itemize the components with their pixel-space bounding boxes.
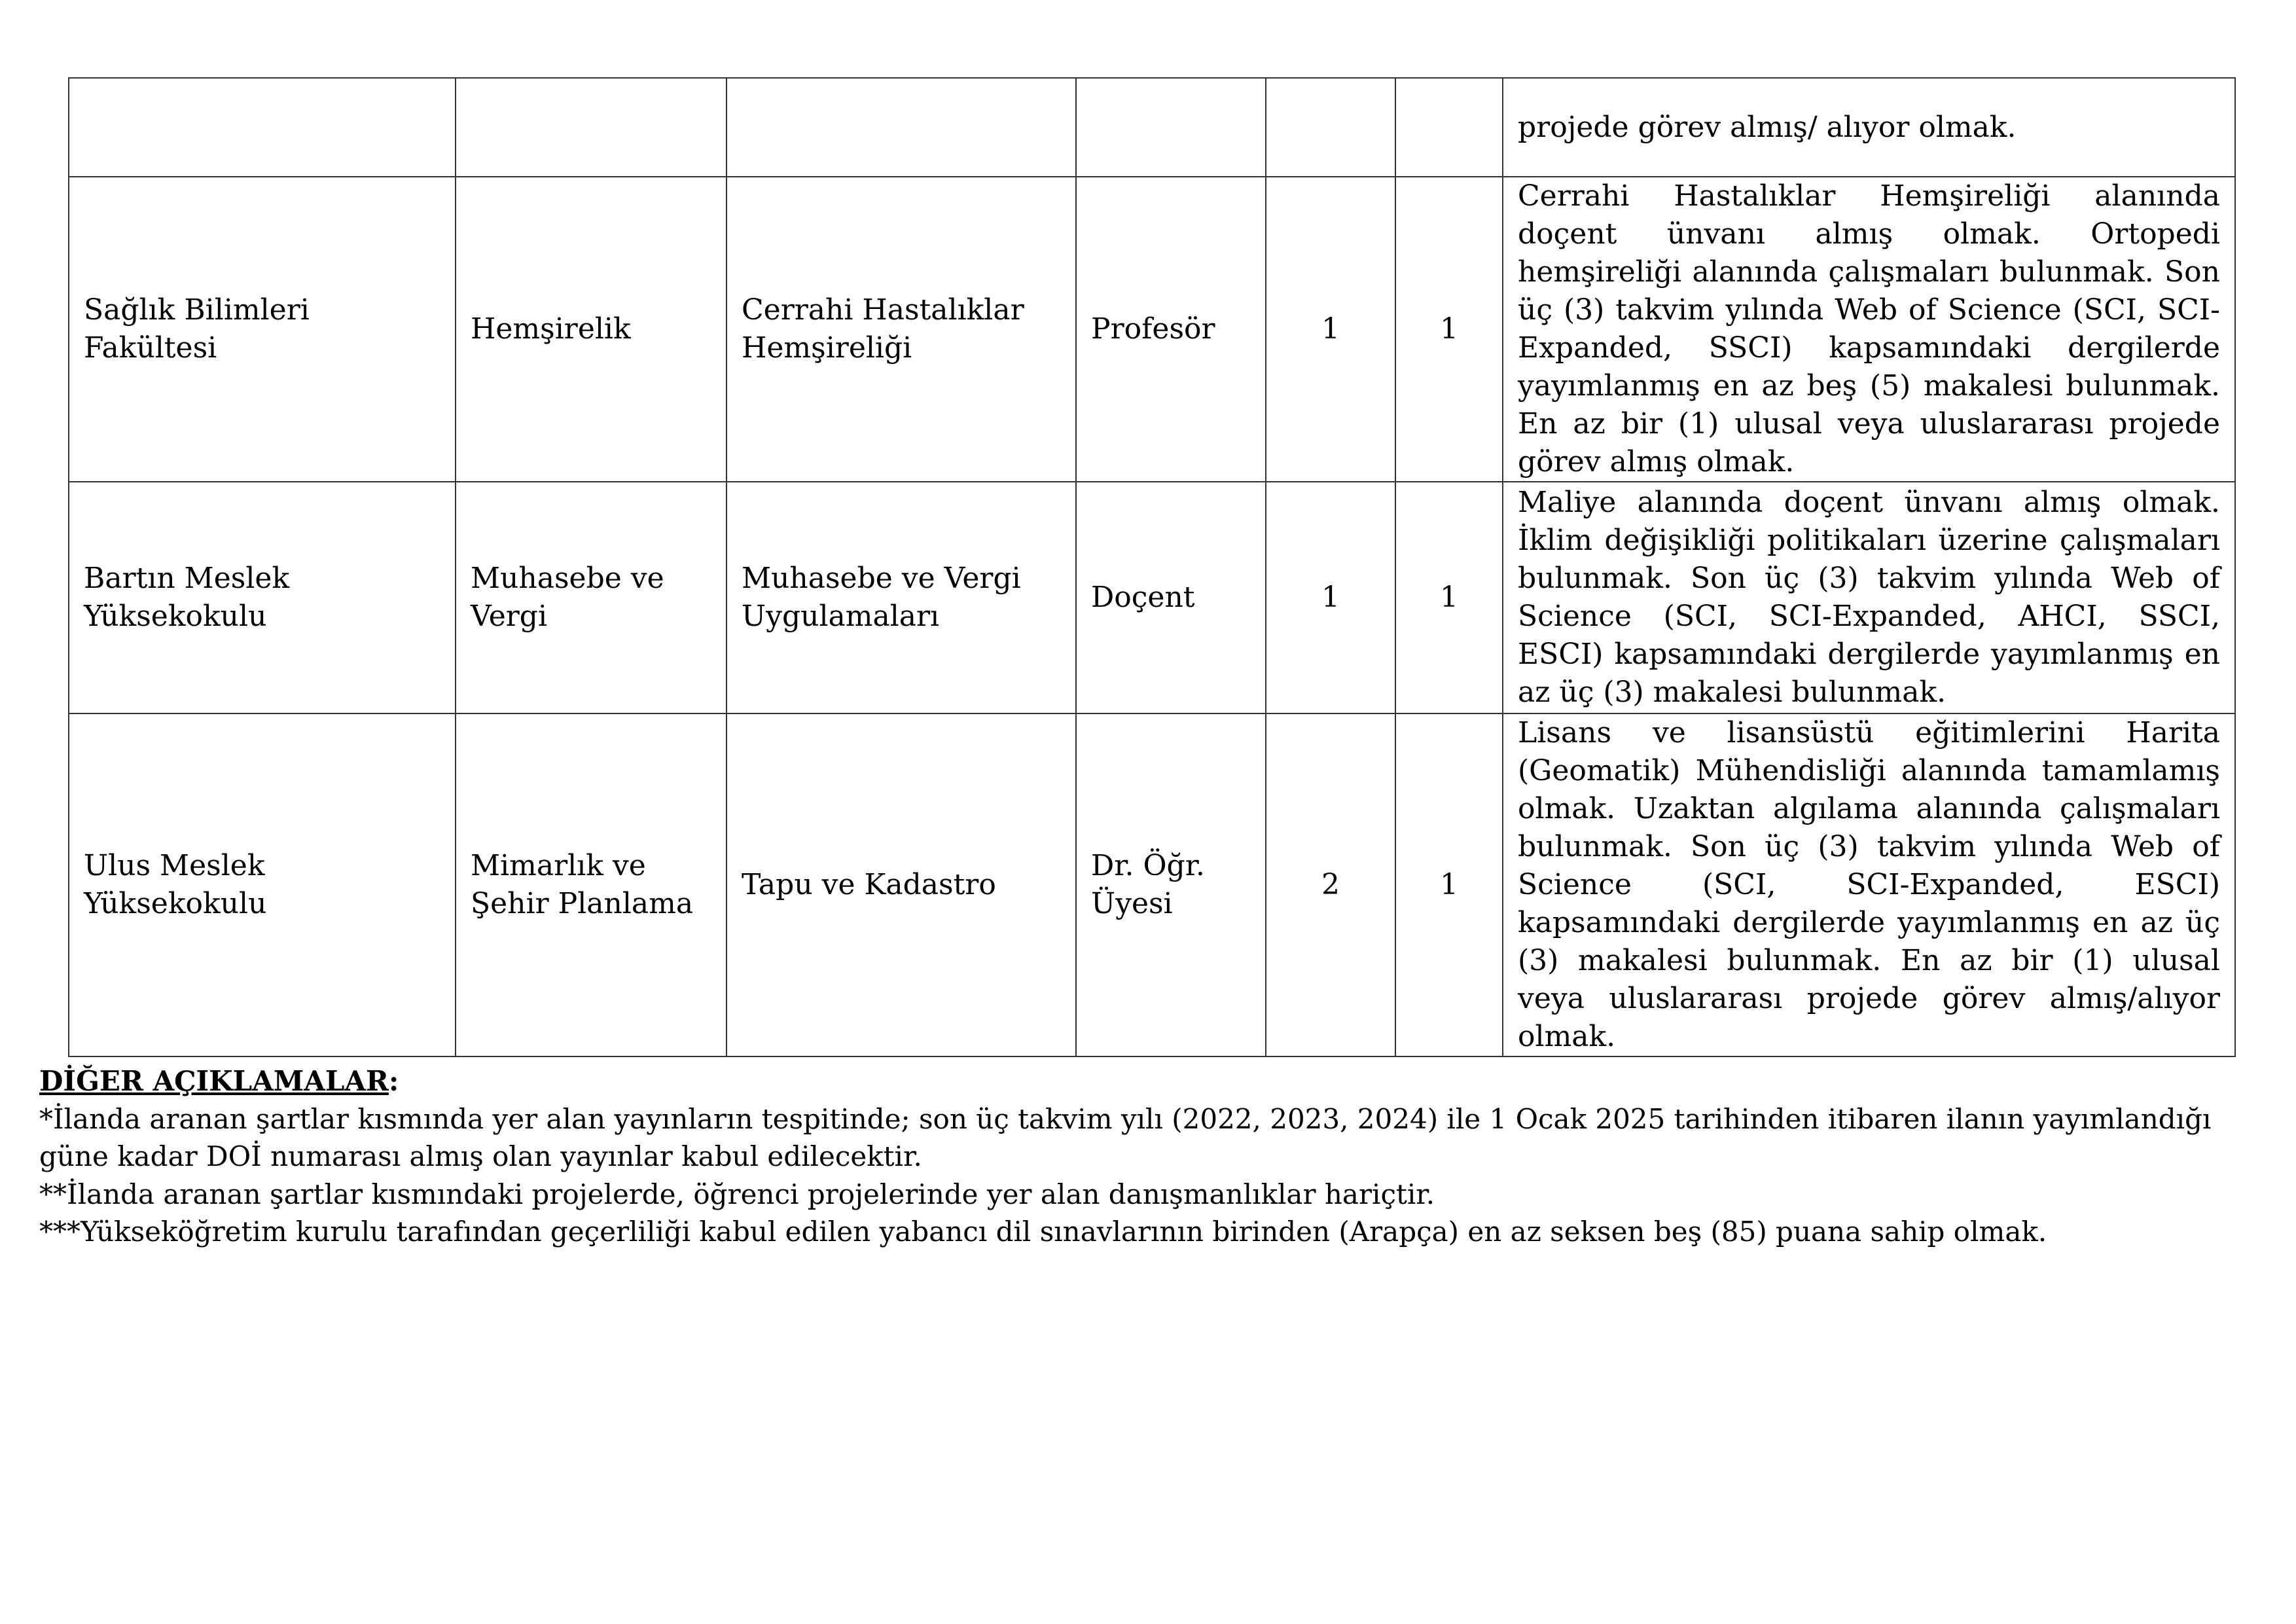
title-cell [1076,78,1266,177]
conditions-cell: projede görev almış/ alıyor olmak. [1503,78,2235,177]
quota-cell: 1 [1266,177,1395,482]
title-cell: Doçent [1076,482,1266,713]
note-item: *İlanda aranan şartlar kısmında yer alan yayınların tespitinde; son üç takvim yılı (2022, 2023, 2024) ile 1 Ocak 2025 tarihinden itibaren ilanın yayımlandığı güne kadar DOİ numarası almış olan yayınlar kabul edilecektir. [39,1102,2212,1172]
grade-cell [1395,78,1503,177]
program-cell [726,78,1076,177]
table-row [69,482,2235,713]
additional-notes [39,1062,2258,1251]
department-cell: Mimarlık ve Şehir Planlama [456,713,726,1056]
quota-cell [1266,78,1395,177]
department-cell [456,78,726,177]
program-cell: Cerrahi Hastalıklar Hemşireliği [726,177,1076,482]
department-cell: Hemşirelik [456,177,726,482]
grade-cell: 1 [1395,177,1503,482]
quota-cell: 2 [1266,713,1395,1056]
faculty-cell: Bartın Meslek Yüksekokulu [69,482,456,713]
conditions-cell: Maliye alanında doçent ünvanı almış olmak. İklim değişikliği politikaları üzerine çalışmaları bulunmak. Son üç (3) takvim yılında Web of Science (SCI, SCI-Expanded, AHCI, SSCI, ESCI) kapsamındaki dergilerde yayımlanmış en az üç (3) makalesi bulunmak. [1503,482,2235,713]
staff-requirements-table [68,77,2236,1057]
faculty-cell: Sağlık Bilimleri Fakültesi [69,177,456,482]
program-cell: Muhasebe ve Vergi Uygulamaları [726,482,1076,713]
table-row [69,78,2235,177]
grade-cell: 1 [1395,713,1503,1056]
title-cell: Profesör [1076,177,1266,482]
notes-heading-line [39,1062,2258,1100]
program-cell: Tapu ve Kadastro [726,713,1076,1056]
quota-cell: 1 [1266,482,1395,713]
grade-cell: 1 [1395,482,1503,713]
faculty-cell [69,78,456,177]
notes-heading: DİĞER AÇIKLAMALAR [39,1065,389,1097]
note-item: ***Yükseköğretim kurulu tarafından geçerliliği kabul edilen yabancı dil sınavlarının birinden (Arapça) en az seksen beş (85) puana sahip olmak. [39,1216,2047,1248]
conditions-cell: Lisans ve lisansüstü eğitimlerini Harita (Geomatik) Mühendisliği alanında tamamlamış olmak. Uzaktan algılama alanında çalışmaları bulunmak. Son üç (3) takvim yılında Web of Science (SCI, SCI-Expanded, ESCI) kapsamındaki dergilerde yayımlanmış en az üç (3) makalesi bulunmak. En az bir (1) ulusal veya uluslararası projede görev almış/alıyor olmak. [1503,713,2235,1056]
conditions-cell: Cerrahi Hastalıklar Hemşireliği alanında doçent ünvanı almış olmak. Ortopedi hemşireliği alanında çalışmaları bulunmak. Son üç (3) takvim yılında Web of Science (SCI, SCI-Expanded, SSCI) kapsamındaki dergilerde yayımlanmış en az beş (5) makalesi bulunmak. En az bir (1) ulusal veya uluslararası projede görev almış olmak. [1503,177,2235,482]
notes-heading-colon: : [388,1065,399,1097]
table-row [69,713,2235,1056]
department-cell: Muhasebe ve Vergi [456,482,726,713]
title-cell: Dr. Öğr. Üyesi [1076,713,1266,1056]
table-row [69,177,2235,482]
note-item: **İlanda aranan şartlar kısmındaki projelerde, öğrenci projelerinde yer alan danışmanlıklar hariçtir. [39,1178,1435,1210]
faculty-cell: Ulus Meslek Yüksekokulu [69,713,456,1056]
